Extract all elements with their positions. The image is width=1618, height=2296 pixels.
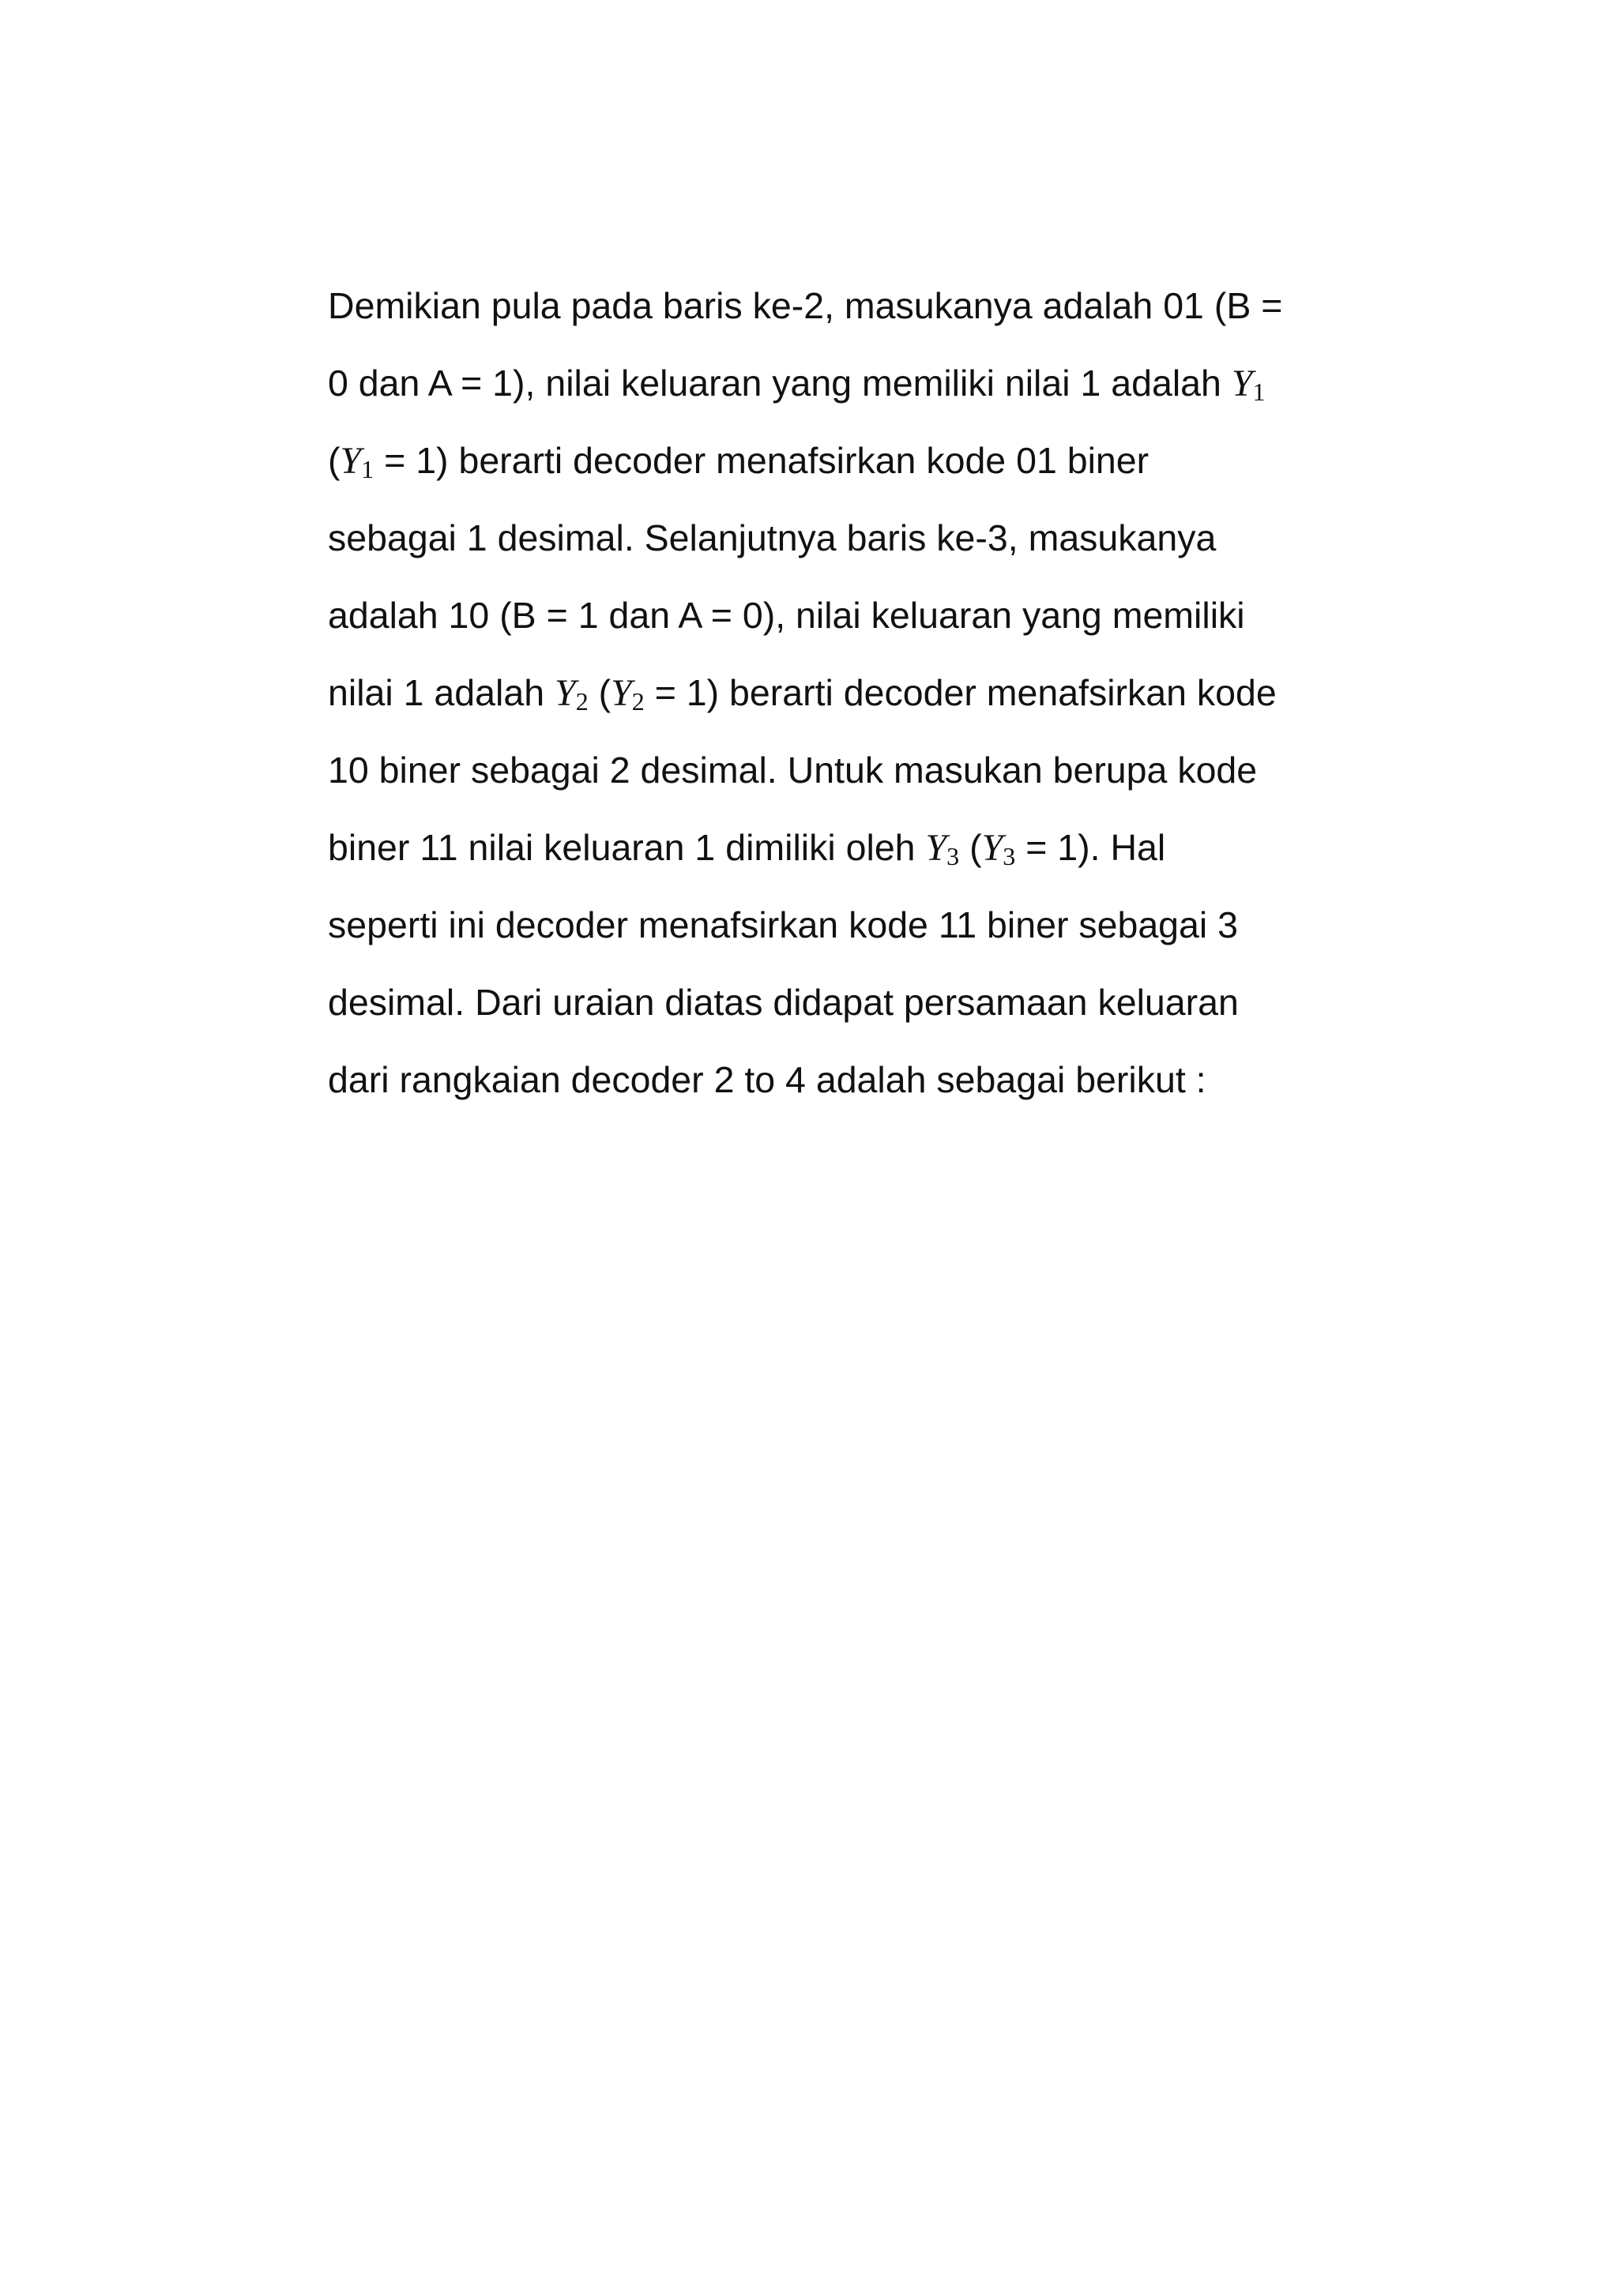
text-run: Demikian pula pada baris ke-2, masukanya adalah 01 (B = bbox=[328, 285, 1283, 326]
text-run: 0 dan A = 1), nilai keluaran yang memiliki nilai 1 adalah bbox=[328, 363, 1232, 404]
variable-y3 bbox=[982, 827, 1016, 869]
variable-y1 bbox=[341, 440, 374, 482]
variable-symbol: Y bbox=[1231, 363, 1253, 404]
variable-y2 bbox=[611, 672, 645, 714]
variable-subscript: 3 bbox=[946, 842, 960, 870]
variable-symbol: Y bbox=[340, 440, 362, 482]
paragraph-line-1 bbox=[328, 278, 1371, 355]
variable-subscript: 2 bbox=[575, 687, 589, 716]
variable-symbol: Y bbox=[611, 672, 632, 714]
paragraph-line-4 bbox=[328, 510, 1371, 588]
paragraph-line-7 bbox=[328, 742, 1371, 820]
text-run: dari rangkaian decoder 2 to 4 adalah sebagai berikut : bbox=[328, 1059, 1206, 1100]
paragraph-line-2 bbox=[328, 355, 1371, 433]
text-run: ( bbox=[959, 827, 982, 868]
variable-y2 bbox=[555, 672, 589, 714]
paragraph-line-8 bbox=[328, 820, 1371, 897]
variable-symbol: Y bbox=[554, 672, 576, 714]
variable-y1 bbox=[1232, 363, 1266, 404]
paragraph-line-6 bbox=[328, 665, 1371, 742]
variable-symbol: Y bbox=[925, 827, 947, 869]
text-run: ( bbox=[328, 440, 341, 481]
text-run: = 1) berarti decoder menafsirkan kode 01 biner bbox=[374, 440, 1150, 481]
text-run: ( bbox=[588, 672, 611, 713]
text-run: = 1) berarti decoder menafsirkan kode bbox=[644, 672, 1277, 713]
variable-subscript: 3 bbox=[1003, 842, 1016, 870]
variable-subscript: 1 bbox=[1252, 378, 1266, 406]
paragraph-line-9 bbox=[328, 897, 1371, 975]
text-run: biner 11 nilai keluaran 1 dimiliki oleh bbox=[328, 827, 926, 868]
text-run: sebagai 1 desimal. Selanjutnya baris ke-3, masukanya bbox=[328, 517, 1217, 558]
variable-y3 bbox=[925, 827, 959, 869]
text-run: desimal. Dari uraian diatas didapat persamaan keluaran bbox=[328, 982, 1239, 1023]
paragraph-line-11 bbox=[328, 1052, 1371, 1129]
text-run: = 1). Hal bbox=[1015, 827, 1166, 868]
paragraph-line-5 bbox=[328, 588, 1371, 665]
variable-symbol: Y bbox=[981, 827, 1003, 869]
text-run: adalah 10 (B = 1 dan A = 0), nilai keluaran yang memiliki bbox=[328, 595, 1245, 636]
paragraph-line-3 bbox=[328, 433, 1371, 510]
text-run: nilai 1 adalah bbox=[328, 672, 555, 713]
variable-subscript: 2 bbox=[631, 687, 645, 716]
text-run: 10 biner sebagai 2 desimal. Untuk masukan berupa kode bbox=[328, 750, 1258, 791]
paragraph-line-10 bbox=[328, 975, 1371, 1052]
variable-subscript: 1 bbox=[361, 455, 374, 483]
text-run: seperti ini decoder menafsirkan kode 11 biner sebagai 3 bbox=[328, 904, 1239, 945]
paragraph bbox=[328, 278, 1371, 1129]
